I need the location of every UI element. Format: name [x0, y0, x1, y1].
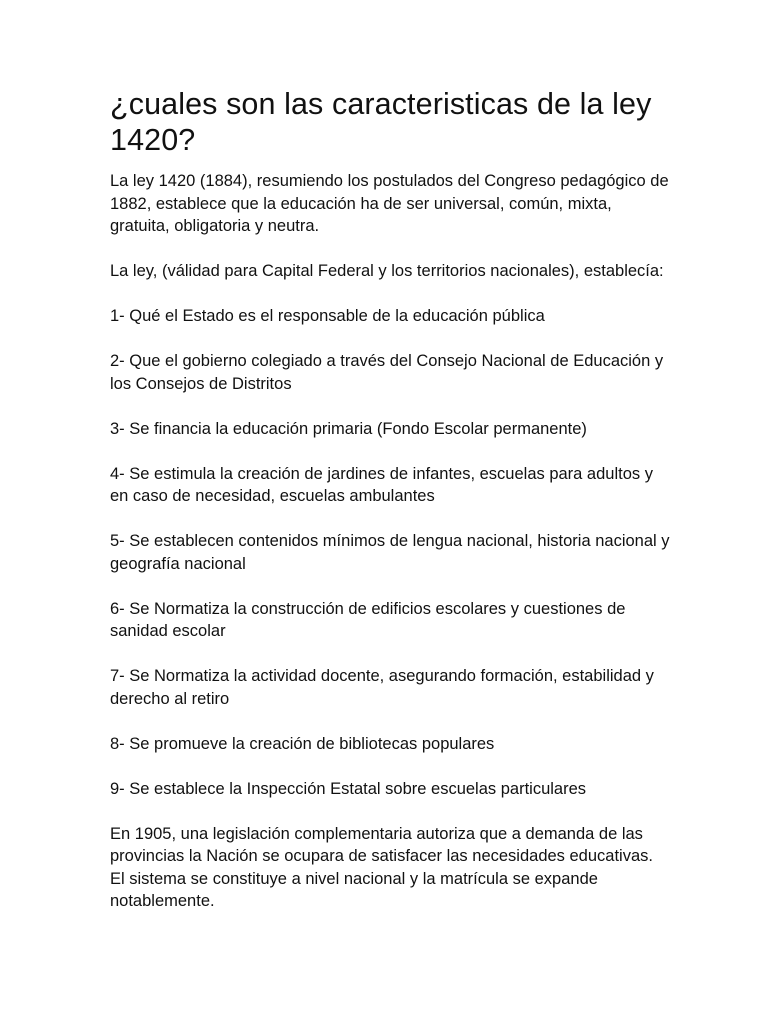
list-item-3: 3- Se financia la educación primaria (Fondo Escolar permanente) [110, 419, 587, 438]
list-item-5: 5- Se establecen contenidos mínimos de lengua nacional, historia nacional y geografía nacional [110, 532, 670, 573]
document-page [110, 86, 670, 935]
list-item-4: 4- Se estimula la creación de jardines de infantes, escuelas para adultos y en caso de necesidad, escuelas ambulantes [110, 464, 653, 505]
list-item-8: 8- Se promueve la creación de bibliotecas populares [110, 734, 495, 753]
list-item-6: 6- Se Normatiza la construcción de edificios escolares y cuestiones de sanidad escolar [110, 599, 626, 640]
list-item-2: 2- Que el gobierno colegiado a través del Consejo Nacional de Educación y los Consejos de Distritos [110, 352, 664, 393]
closing-paragraph: En 1905, una legislación complementaria autoriza que a demanda de las provincias la Nación se ocupara de satisfacer las necesidades educativas. El sistema se constituye a nivel nacional y la matrícula se expande notablemente. [110, 824, 653, 910]
document-title: ¿cuales son las caracteristicas de la ley 1420? [110, 87, 652, 157]
intro-paragraph: La ley 1420 (1884), resumiendo los postulados del Congreso pedagógico de 1882, establece que la educación ha de ser universal, común, mixta, gratuita, obligatoria y neutra. [110, 172, 669, 235]
list-item-7: 7- Se Normatiza la actividad docente, asegurando formación, estabilidad y derecho al retiro [110, 667, 654, 708]
list-item-1: 1- Qué el Estado es el responsable de la educación pública [110, 307, 545, 325]
law-scope-paragraph: La ley, (válidad para Capital Federal y los territorios nacionales), establecía: [110, 262, 664, 280]
list-item-9: 9- Se establece la Inspección Estatal sobre escuelas particulares [110, 779, 587, 798]
